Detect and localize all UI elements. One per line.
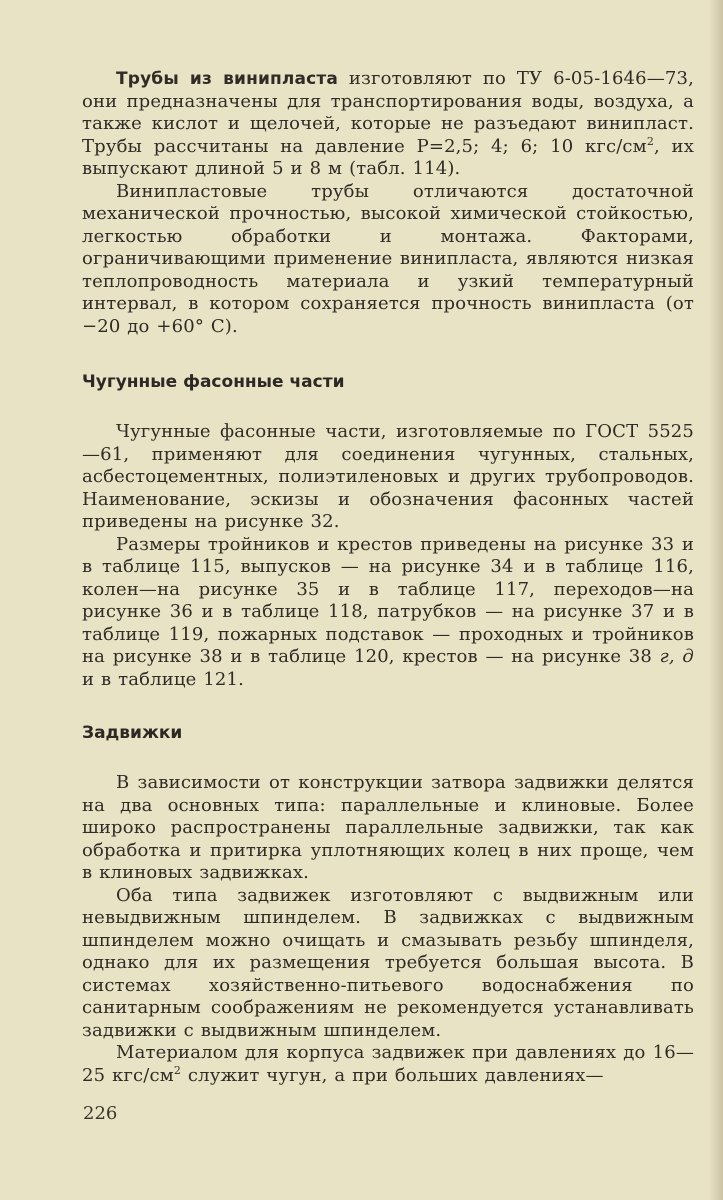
paragraph-text: , их выпускают длиной 5 и 8 м (табл. 114).	[82, 135, 694, 179]
section-heading-cast-iron: Чугунные фасонные части	[82, 372, 345, 392]
paragraph-cast-iron-fittings: Чугунные фасонные части, изготовляемые по ГОСТ 5525—61, применяют для соединения чугунных, стальных, асбестоцементных, полиэтиленовых и других трубопроводов. Наименование, эскизы и обозначения фасонных частей приведены на рисунке 32.	[82, 421, 694, 532]
paragraph-vinyl-pipes	[82, 68, 694, 181]
paragraph-valve-types: В зависимости от конструкции затвора задвижки делятся на два основных типа: параллельные и клиновые. Более широко распространены параллельные задвижки, так как обработка и притирка уплотняющих колец в них проще, чем в клиновых задвижках.	[82, 772, 694, 883]
superscript: 2	[646, 134, 654, 148]
lead-term: Трубы из винипласта	[116, 69, 338, 89]
paragraph-text: и в таблице 121.	[82, 668, 244, 690]
paragraph-text: Материалом для корпуса задвижек при давлениях до 16—25 кгс/см	[82, 1042, 694, 1086]
paragraph-cast-iron-dimensions	[82, 534, 694, 692]
page-number: 226	[83, 1103, 118, 1124]
paragraph-text: служит чугун, а при больших давлениях—	[181, 1064, 604, 1086]
paragraph-text: Размеры тройников и крестов приведены на рисунке 33 и в таблице 115, выпусков — на рисунке 34 и в таблице 116, колен—на рисунке 35 и в таблице 117, переходов—на рисунке 36 и в таблице 118, патрубков — на рисунке 37 и в таблице 119, пожарных подставок — проходных и тройников на рисунке 38 и в таблице 120, крестов — на рисунке 38	[82, 533, 694, 667]
paragraph-vinyl-properties: Винипластовые трубы отличаются достаточной механической прочностью, высокой химической стойкостью, легкостью обработки и монтажа. Факторами, ограничивающими применение винипласта, являются низкая теплопроводность материала и узкий температурный интервал, в котором сохраняется прочность винипласта (от −20 до +60° С).	[82, 180, 694, 337]
italic-reference: г, д	[659, 646, 694, 667]
superscript: 2	[173, 1063, 182, 1077]
section-heading-valves: Задвижки	[82, 723, 183, 743]
paragraph-valve-spindles: Оба типа задвижек изготовляют с выдвижным или невыдвижным шпинделем. В задвижках с выдвижным шпинделем можно очищать и смазывать резьбу шпинделя, однако для их размещения требуется большая высота. В системах хозяйственно-питьевого водоснабжения по санитарным соображениям не рекомендуется устанавливать задвижки с выдвижным шпинделем.	[82, 884, 694, 1041]
page-edge-shadow	[709, 0, 723, 1200]
paragraph-valve-materials	[82, 1042, 694, 1087]
paragraph-text: изготовляют по ТУ 6-05-1646—73, они предназначены для транспортирования воды, воздуха, а также кислот и щелочей, которые не разъедают винипласт. Трубы рассчитаны на давление Р=2,5; 4; 6; 10 кгс/см	[82, 68, 694, 157]
page-body	[82, 68, 694, 1087]
